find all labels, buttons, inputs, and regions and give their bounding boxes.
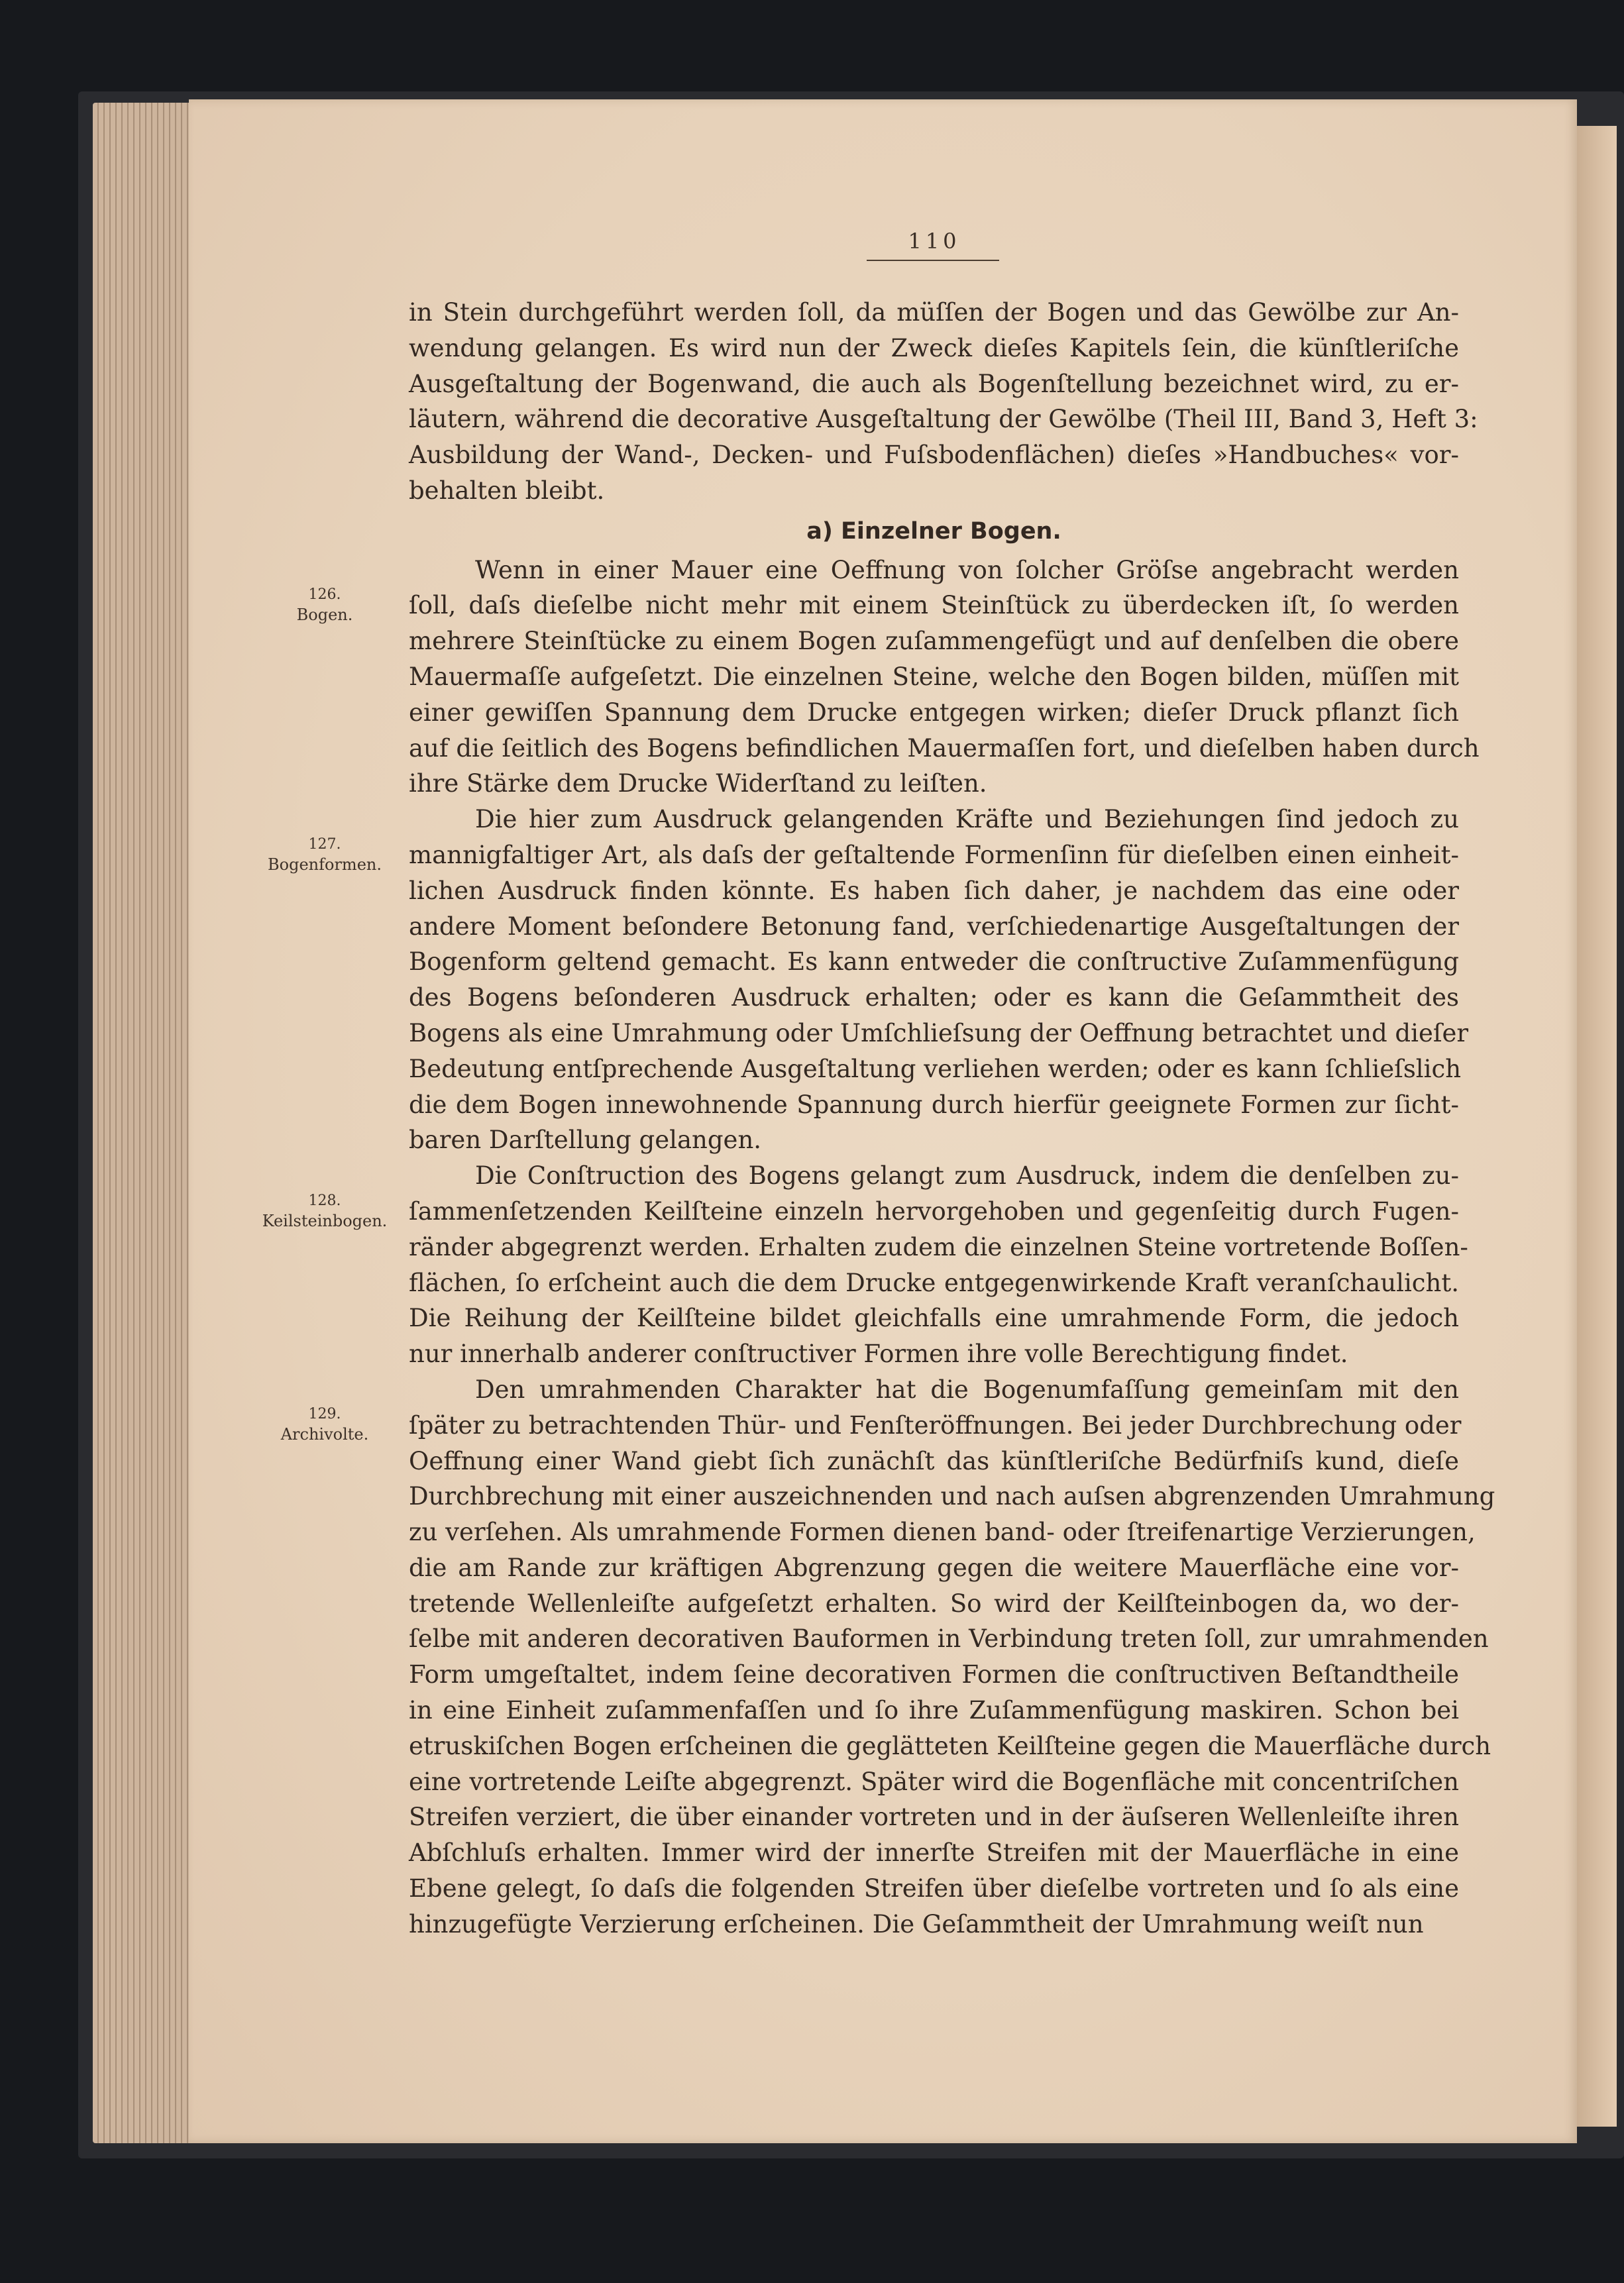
paragraph: [409, 1372, 1495, 1942]
text-line: Ausgeſtaltung der Bogenwand, die auch als Bogenſtellung bezeichnet wird, zu er-: [409, 369, 1459, 398]
side-note-129: [258, 1405, 391, 1444]
side-note-title: Bogenformen.: [268, 855, 382, 874]
side-note-127: [258, 835, 391, 875]
text-line: mannigfaltiger Art, als daſs der geſtaltende Formenſinn für dieſelben einen einheit-: [409, 840, 1459, 869]
text-line: Die hier zum Ausdruck gelangenden Kräfte und Beziehungen ſind jedoch zu: [475, 805, 1459, 834]
text-line: behalten bleibt.: [409, 476, 605, 505]
paragraph: [409, 1158, 1468, 1372]
page-number-rule: [867, 260, 999, 261]
body-text: [409, 295, 1495, 1942]
text-line: Streifen verziert, die über einander vortreten und in der äuſseren Wellenleiſte ihren: [409, 1803, 1459, 1832]
text-line: auf die ſeitlich des Bogens befindlichen Mauermaſſen fort, und dieſelben haben durch: [409, 733, 1480, 763]
text-line: zu verſehen. Als umrahmende Formen dienen band- oder ſtreifenartige Verzierungen,: [409, 1518, 1476, 1547]
side-note-128: [258, 1191, 391, 1231]
text-line: ſpäter zu betrachtenden Thür- und Fenſteröffnungen. Bei jeder Durchbrechung oder: [409, 1410, 1462, 1440]
text-line: Ausbildung der Wand-, Decken- und Fuſsbodenflächen) dieſes »Handbuches« vor-: [409, 441, 1459, 470]
text-line: ihre Stärke dem Drucke Widerſtand zu leiſten.: [409, 769, 987, 798]
text-line: nur innerhalb anderer conſtructiver Formen ihre volle Berechtigung findet.: [409, 1340, 1348, 1369]
text-line: Ebene gelegt, ſo daſs die folgenden Streifen über dieſelbe vortreten und ſo als eine: [409, 1874, 1459, 1903]
text-line: andere Moment beſondere Betonung fand, verſchiedenartige Ausgeſtaltungen der: [409, 912, 1459, 941]
text-line: in eine Einheit zuſammenfaſſen und ſo ihre Zuſammenfügung maskiren. Schon bei: [409, 1696, 1459, 1725]
text-line: ſoll, daſs dieſelbe nicht mehr mit einem Steinſtück zu überdecken iſt, ſo werden: [409, 591, 1459, 620]
side-note-number: 128.: [308, 1193, 341, 1209]
text-line: in Stein durchgeführt werden ſoll, da müſſen der Bogen und das Gewölbe zur An-: [409, 298, 1459, 327]
text-line: lichen Ausdruck finden könnte. Es haben ſich daher, je nachdem das eine oder: [409, 876, 1459, 905]
text-line: Die Reihung der Keilſteine bildet gleichfalls eine umrahmende Form, die jedoch: [409, 1304, 1459, 1333]
text-line: baren Darſtellung gelangen.: [409, 1126, 762, 1155]
next-page-edge: [1577, 126, 1617, 2127]
text-line: Bogenform geltend gemacht. Es kann entweder die conſtructive Zuſammenfügung: [409, 947, 1459, 977]
text-line: eine vortretende Leiſte abgegrenzt. Später wird die Bogenfläche mit concentriſchen: [409, 1767, 1459, 1796]
text-line: hinzugefügte Verzierung erſcheinen. Die Geſammtheit der Umrahmung weiſt nun: [409, 1909, 1424, 1938]
text-line: läutern, während die decorative Ausgeſtaltung der Gewölbe (Theil III, Band 3, Heft 3:: [409, 405, 1478, 434]
text-line: einer gewiſſen Spannung dem Drucke entgegen wirken; dieſer Druck pflanzt ſich: [409, 698, 1459, 727]
side-note-number: 127.: [308, 836, 341, 853]
intro-paragraph: [409, 295, 1478, 509]
text-line: Mauermaſſe aufgeſetzt. Die einzelnen Steine, welche den Bogen bilden, müſſen mit: [409, 662, 1459, 691]
side-note-126: [258, 585, 391, 625]
text-line: Durchbrechung mit einer auszeichnenden und nach auſsen abgrenzenden Umrahmung: [409, 1482, 1495, 1511]
side-note-title: Bogen.: [296, 606, 353, 624]
paragraphs: [409, 553, 1495, 1942]
text-line: ſelbe mit anderen decorativen Bauformen in Verbindung treten ſoll, zur umrahmenden: [409, 1624, 1489, 1654]
page-number: 110: [908, 229, 961, 254]
text-line: Abſchluſs erhalten. Immer wird der innerſte Streifen mit der Mauerfläche in eine: [409, 1838, 1459, 1868]
text-line: des Bogens beſonderen Ausdruck erhalten; oder es kann die Geſammtheit des: [409, 983, 1459, 1012]
text-line: tretende Wellenleiſte aufgeſetzt erhalten. So wird der Keilſteinbogen da, wo der-: [409, 1589, 1459, 1618]
section-heading: a) Einzelner Bogen.: [806, 517, 1061, 545]
side-note-title: Keilsteinbogen.: [262, 1212, 388, 1230]
text-line: etruskiſchen Bogen erſcheinen die geglätteten Keilſteine gegen die Mauerfläche durch: [409, 1731, 1491, 1760]
text-line: flächen, ſo erſcheint auch die dem Drucke entgegenwirkende Kraft veranſchaulicht.: [409, 1268, 1459, 1297]
side-note-number: 129.: [308, 1406, 341, 1422]
text-line: Die Conſtruction des Bogens gelangt zum Ausdruck, indem die denſelben zu-: [475, 1161, 1459, 1191]
side-note-title: Archivolte.: [280, 1425, 369, 1444]
text-line: Form umgeſtaltet, indem ſeine decorativen Formen die conſtructiven Beſtandtheile: [409, 1660, 1459, 1689]
text-line: Bedeutung entſprechende Ausgeſtaltung verliehen werden; oder es kann ſchlieſslich: [409, 1054, 1462, 1083]
text-line: mehrere Steinſtücke zu einem Bogen zuſammengefügt und auf denſelben die obere: [409, 627, 1459, 656]
paragraph: [409, 802, 1469, 1158]
side-note-number: 126.: [308, 586, 341, 603]
text-line: Oeffnung einer Wand giebt ſich zunächſt das künſtleriſche Bedürfniſs kund, dieſe: [409, 1446, 1459, 1475]
text-line: Wenn in einer Mauer eine Oeffnung von ſolcher Gröſse angebracht werden: [475, 555, 1459, 584]
text-line: die am Rande zur kräftigen Abgrenzung gegen die weitere Mauerfläche eine vor-: [409, 1553, 1459, 1582]
text-line: Bogens als eine Umrahmung oder Umſchlieſsung der Oeffnung betrachtet und dieſer: [409, 1018, 1469, 1047]
text-line: Den umrahmenden Charakter hat die Bogenumfaſſung gemeinſam mit den: [475, 1375, 1459, 1404]
page-edges: [93, 103, 192, 2143]
paragraph: [409, 553, 1480, 802]
text-line: ſammenſetzenden Keilſteine einzeln hervorgehoben und gegenſeitig durch Fugen-: [409, 1196, 1459, 1226]
text-line: die dem Bogen innewohnende Spannung durch hierfür geeignete Formen zur ſicht-: [409, 1090, 1459, 1119]
text-line: ränder abgegrenzt werden. Erhalten zudem die einzelnen Steine vortretende Boſſen-: [409, 1232, 1468, 1261]
text-line: wendung gelangen. Es wird nun der Zweck dieſes Kapitels ſein, die künſtleriſche: [409, 333, 1459, 362]
